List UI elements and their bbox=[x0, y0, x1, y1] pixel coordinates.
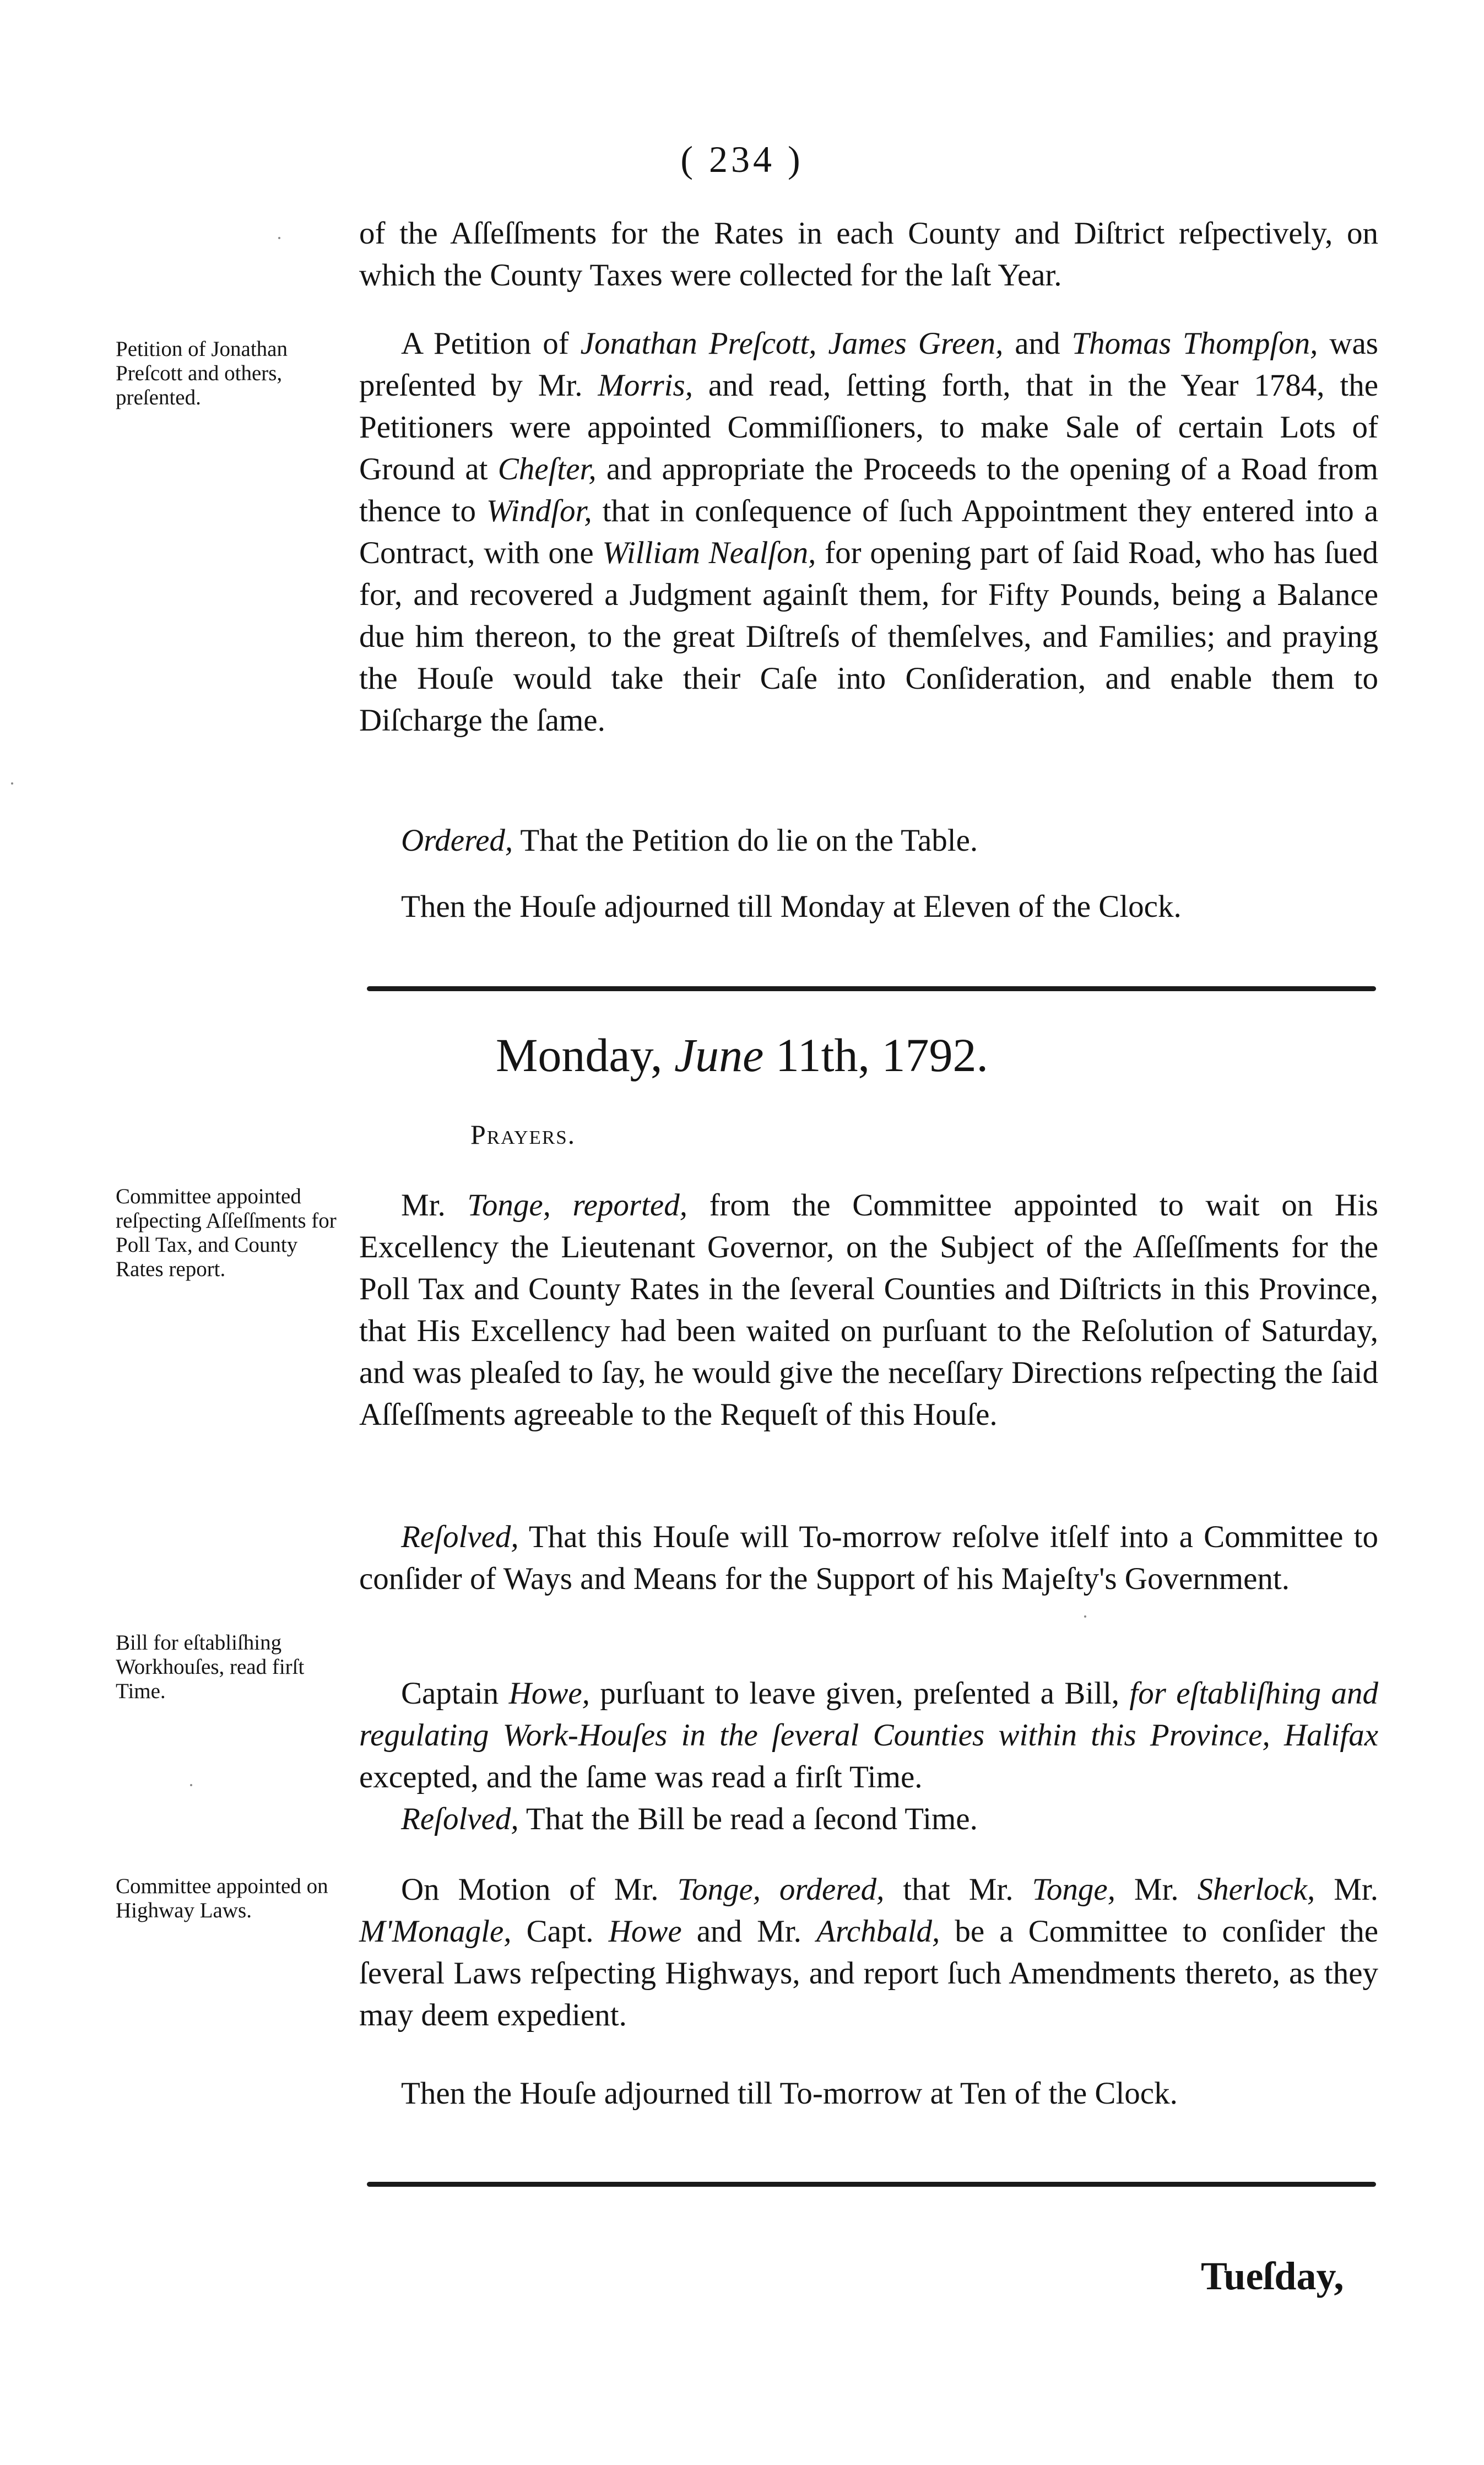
contractor-name: William Nealſon, bbox=[602, 536, 816, 570]
continuation-paragraph bbox=[359, 213, 1378, 296]
paper-speck bbox=[190, 1784, 192, 1786]
member-howe: Howe, bbox=[508, 1676, 590, 1711]
section-rule-1 bbox=[367, 986, 1376, 991]
mover-tonge-ordered: Tonge, ordered, bbox=[677, 1872, 885, 1907]
member-tonge: Tonge, bbox=[1032, 1872, 1115, 1907]
paper-speck bbox=[11, 782, 13, 785]
margin-note-bill: Bill for eſtabliſhing Workhouſes, read firſt Time. bbox=[116, 1631, 305, 1703]
resolved-second-reading: Reſolved, That the Bill be read a ſecond Time. bbox=[401, 1802, 978, 1836]
margin-note-petition: Petition of Jonathan Preſcott and others, preſented. bbox=[116, 337, 288, 409]
member-mmonagle: M'Monagle, bbox=[359, 1914, 512, 1949]
resolved-label: Reſolved, bbox=[401, 1520, 519, 1554]
member-tonge-reported: Tonge, reported, bbox=[467, 1188, 687, 1223]
resolved-ways-means: Reſolved, That this Houſe will To-morrow reſolve itſelf into a Committee to conſider of Ways and Means for the Support of his Majeſty's Government. bbox=[359, 1520, 1378, 1596]
date-heading: Monday, June 11th, 1792. bbox=[495, 1029, 989, 1082]
ordered-label: Ordered, bbox=[401, 823, 513, 858]
margin-note-committee-report: Committee appointed reſpecting Aſſeſſments for Poll Tax, and County Rates report. bbox=[116, 1185, 337, 1281]
member-sherlock: Sherlock, bbox=[1197, 1872, 1315, 1907]
highway-paragraph: On Motion of Mr. Tonge, ordered, that Mr. Tonge, Mr. Sherlock, Mr. M'Monagle, Capt. Howe and Mr. Archbald, be a Committee to conſider the ſeveral Laws reſpecting Highways, and report ſuch Amendments thereto, as they may deem expedient. bbox=[359, 1872, 1379, 2032]
petitioner-names: Jonathan Preſcott, James Green, bbox=[580, 326, 1004, 361]
heading-month: June bbox=[674, 1029, 764, 1082]
margin-note-highway: Committee appointed on Highway Laws. bbox=[116, 1874, 328, 1922]
paper-speck bbox=[278, 237, 280, 239]
page-number: ( 234 ) bbox=[680, 138, 804, 180]
member-howe-2: Howe bbox=[608, 1914, 682, 1949]
bill-paragraph: Captain Howe, purſuant to leave given, preſented a Bill, for eſtabliſhing and regulating Work-Houſes in the ſeveral Counties within this Province, Halifax excepted, and the ſame was read a firſt Time. bbox=[359, 1676, 1378, 1794]
presenter-name: Morris, bbox=[598, 368, 693, 403]
member-archbald: Archbald, bbox=[816, 1914, 940, 1949]
ordered-paragraph: Ordered, That the Petition do lie on the Table. bbox=[401, 823, 978, 858]
adjournment-1: Then the Houſe adjourned till Monday at Eleven of the Clock. bbox=[401, 889, 1182, 924]
petitioner-last: Thomas Thompſon, bbox=[1071, 326, 1318, 361]
petition-paragraph: A Petition of Jonathan Preſcott, James Green, and Thomas Thompſon, was preſented by Mr. Morris, and read, ſetting forth, that in the Year 1784, the Petitioners were appointed Commiſſioners, to make Sale of certain Lots of Ground at Cheſter, and appropriate the Proceeds to the opening of a Road from thence to Windſor, that in conſequence of ſuch Appointment they entered into a Contract, with one William Nealſon, for opening part of ſaid Road, who has ſued for, and recovered a Judgment againſt them, for Fifty Pounds, being a Balance due him thereon, to the great Diſtreſs of themſelves, and Families; and praying the Houſe would take their Caſe into Conſideration, and enable them to Diſcharge the ſame. bbox=[359, 326, 1378, 738]
resolved-label-2: Reſolved, bbox=[401, 1802, 519, 1836]
place-chester: Cheſter, bbox=[497, 452, 597, 486]
committee-report-paragraph: Mr. Tonge, reported, from the Committee appointed to wait on His Excellency the Lieutenant Governor, on the Subject of the Aſſeſſments for the Poll Tax and County Rates in the ſeveral Counties and Diſtricts in this Province, that His Excellency had been waited on purſuant to the Reſolution of Saturday, and was pleaſed to ſay, he would give the neceſſary Directions reſpecting the ſaid Aſſeſſments agreeable to the Requeſt of this Houſe. bbox=[359, 1188, 1378, 1432]
paper-speck bbox=[1084, 1615, 1086, 1618]
catchword: Tueſday, bbox=[1201, 2254, 1344, 2298]
adjournment-2: Then the Houſe adjourned till To-morrow at Ten of the Clock. bbox=[401, 2076, 1178, 2111]
section-rule-2 bbox=[367, 2182, 1376, 2187]
bill-title: for eſtabliſhing and regulating Work-Houſes in the ſeveral Counties within this Province, Halifax bbox=[359, 1676, 1378, 1753]
place-windsor: Windſor, bbox=[486, 494, 592, 528]
prayers-label: Prayers. bbox=[470, 1119, 576, 1150]
continuation-text: of the Aſſeſſments for the Rates in each County and Diſtrict reſpectively, on which the County Taxes were collected for the laſt Year. bbox=[359, 216, 1378, 293]
